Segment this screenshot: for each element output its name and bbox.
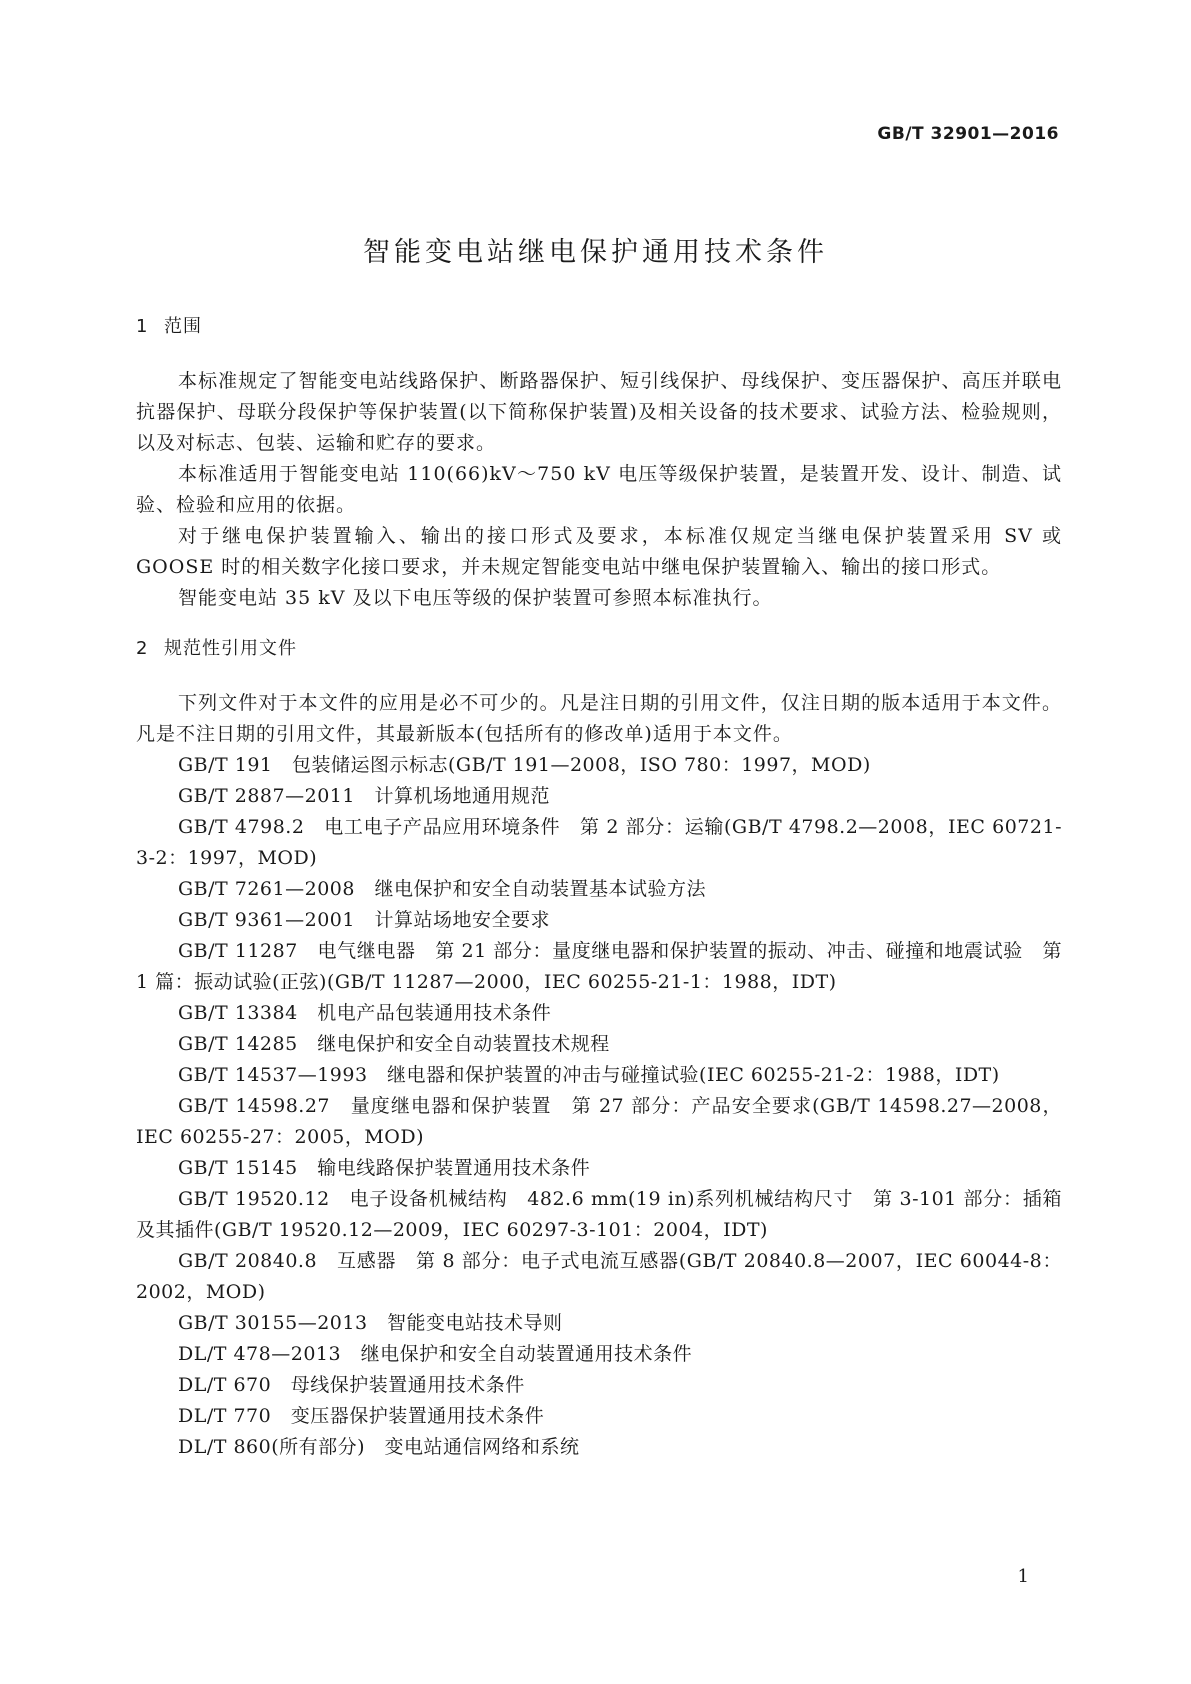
reference-item: GB/T 14598.27 量度继电器和保护装置 第 27 部分：产品安全要求(GB/T 14598.27—2008，IEC 60255-27：2005，MOD) (136, 1095, 1062, 1148)
reference-item: GB/T 19520.12 电子设备机械结构 482.6 mm(19 in)系列机械结构尺寸 第 3-101 部分：插箱及其插件(GB/T 19520.12—2009，IEC 60297-3-101：2004，IDT) (136, 1188, 1062, 1241)
section-2-intro-paragraph: 下列文件对于本文件的应用是必不可少的。凡是注日期的引用文件，仅注日期的版本适用于本文件。凡是不注日期的引用文件，其最新版本(包括所有的修改单)适用于本文件。 (136, 692, 1062, 745)
reference-item: GB/T 14537—1993 继电器和保护装置的冲击与碰撞试验(IEC 60255-21-2：1988，IDT) (178, 1064, 1000, 1086)
reference-item: GB/T 14285 继电保护和安全自动装置技术规程 (178, 1033, 610, 1055)
section-1-paragraph: 对于继电保护装置输入、输出的接口形式及要求，本标准仅规定当继电保护装置采用 SV 或 GOOSE 时的相关数字化接口要求，并未规定智能变电站中继电保护装置输入、输出的接口形式。 (136, 525, 1062, 578)
reference-item: GB/T 9361—2001 计算站场地安全要求 (178, 909, 550, 931)
reference-list (136, 750, 1062, 1463)
reference-item: GB/T 2887—2011 计算机场地通用规范 (178, 785, 550, 807)
reference-item: GB/T 4798.2 电工电子产品应用环境条件 第 2 部分：运输(GB/T 4798.2—2008，IEC 60721-3-2：1997，MOD) (136, 816, 1062, 869)
reference-item: DL/T 670 母线保护装置通用技术条件 (178, 1374, 525, 1396)
section-2-title: 规范性引用文件 (164, 638, 297, 659)
section-2-intro (136, 688, 1062, 750)
section-1-number: 1 (136, 316, 149, 337)
section-1-heading (136, 312, 202, 338)
reference-item: GB/T 30155—2013 智能变电站技术导则 (178, 1312, 563, 1334)
page-number: 1 (1017, 1566, 1029, 1587)
reference-item: GB/T 13384 机电产品包装通用技术条件 (178, 1002, 552, 1024)
section-1-paragraph: 本标准规定了智能变电站线路保护、断路器保护、短引线保护、母线保护、变压器保护、高压并联电抗器保护、母联分段保护等保护装置(以下简称保护装置)及相关设备的技术要求、试验方法、检验规则，以及对标志、包装、运输和贮存的要求。 (136, 370, 1062, 454)
reference-item: GB/T 20840.8 互感器 第 8 部分：电子式电流互感器(GB/T 20840.8—2007，IEC 60044-8：2002，MOD) (136, 1250, 1062, 1303)
document-title: 智能变电站继电保护通用技术条件 (363, 237, 828, 268)
reference-item: GB/T 7261—2008 继电保护和安全自动装置基本试验方法 (178, 878, 706, 900)
section-1-body (136, 366, 1062, 614)
reference-item: DL/T 860(所有部分) 变电站通信网络和系统 (178, 1436, 580, 1458)
reference-item: DL/T 770 变压器保护装置通用技术条件 (178, 1405, 545, 1427)
section-1-paragraph: 本标准适用于智能变电站 110(66)kV～750 kV 电压等级保护装置，是装置开发、设计、制造、试验、检验和应用的依据。 (136, 463, 1062, 516)
reference-item: GB/T 191 包装储运图示标志(GB/T 191—2008，ISO 780：1997，MOD) (178, 754, 871, 776)
section-2-heading (136, 634, 297, 660)
reference-item: GB/T 15145 输电线路保护装置通用技术条件 (178, 1157, 591, 1179)
standard-number: GB/T 32901—2016 (877, 124, 1059, 144)
section-1-title: 范围 (164, 316, 202, 337)
section-2-number: 2 (136, 638, 149, 659)
reference-item: DL/T 478—2013 继电保护和安全自动装置通用技术条件 (178, 1343, 693, 1365)
reference-item: GB/T 11287 电气继电器 第 21 部分：量度继电器和保护装置的振动、冲击、碰撞和地震试验 第 1 篇：振动试验(正弦)(GB/T 11287—2000，IEC 60255-21-1：1988，IDT) (136, 940, 1062, 993)
section-1-paragraph: 智能变电站 35 kV 及以下电压等级的保护装置可参照本标准执行。 (178, 587, 773, 609)
